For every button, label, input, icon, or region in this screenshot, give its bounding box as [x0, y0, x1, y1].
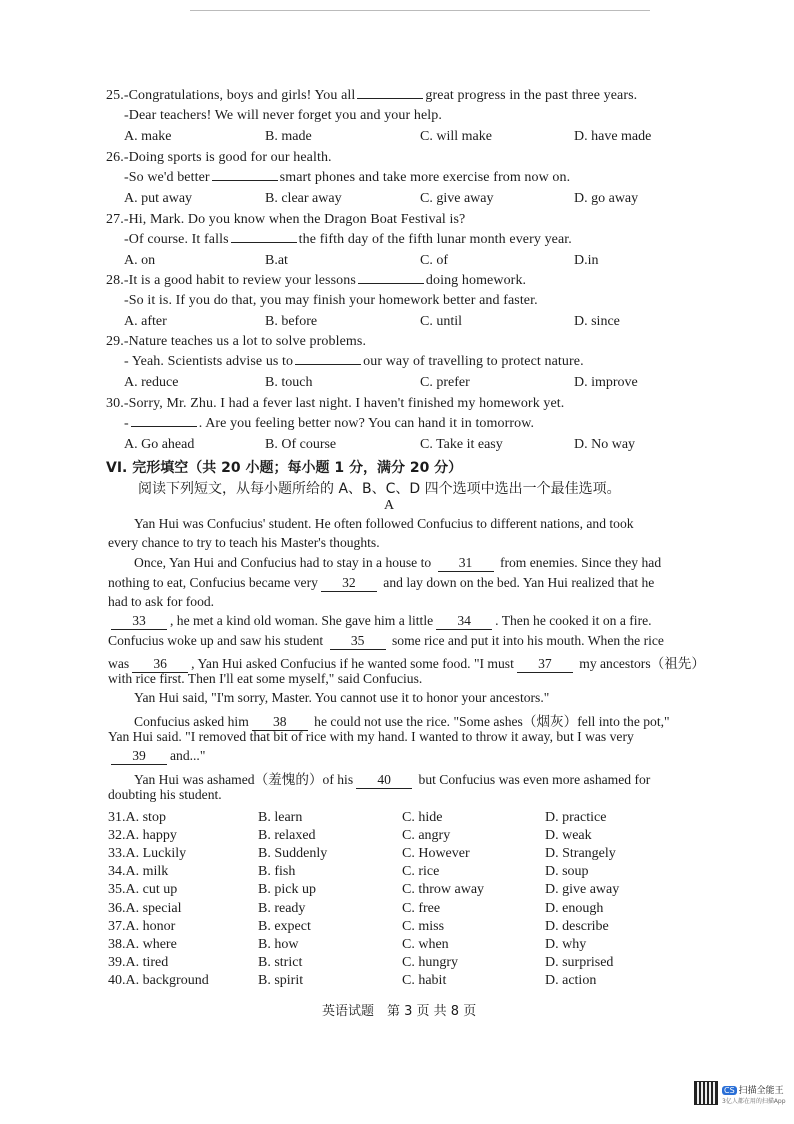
answer-option: A. make — [124, 129, 172, 144]
passage-text: . Then he cooked it on a fire. — [495, 613, 652, 628]
cloze-blank: 36 — [132, 656, 188, 673]
cloze-option: C. hide — [402, 810, 443, 825]
question-reply — [124, 170, 570, 186]
answer-option: D. have made — [574, 129, 652, 144]
reply-text: smart phones and take more exercise from now on. — [279, 170, 571, 185]
answer-option: B. clear away — [265, 191, 342, 206]
answer-option: C. will make — [420, 129, 492, 144]
cloze-option: B. Suddenly — [258, 846, 328, 862]
passage-line — [108, 748, 698, 765]
passage-text: my ancestors（祖先） — [575, 656, 705, 671]
cloze-option: D. practice — [545, 810, 607, 825]
cloze-option: C. habit — [402, 972, 447, 988]
passage-text: , Yan Hui asked Confucius if he wanted some food. "I must — [191, 656, 514, 671]
question-reply — [124, 416, 534, 432]
passage-text: with rice first. Then I'll eat some myself," said Confucius. — [108, 671, 423, 686]
passage-line — [108, 652, 705, 673]
cloze-blank: 38 — [252, 714, 308, 731]
cloze-option: C. angry — [402, 828, 451, 844]
answer-option: D. No way — [574, 437, 636, 452]
passage-text: Yan Hui said. "I removed that bit of rice with my hand. I wanted to throw it away, but I was very — [108, 729, 634, 744]
passage-line — [134, 516, 724, 532]
passage-line — [134, 710, 724, 731]
cloze-option: 32.A. happy — [108, 828, 177, 844]
cloze-option: 31.A. stop — [108, 810, 166, 825]
question-text: -Congratulations, boys and girls! You all — [123, 88, 356, 103]
answer-option: C. of — [420, 253, 448, 268]
answer-option: A. reduce — [124, 375, 179, 390]
reply-text: the fifth day of the fifth lunar month every year. — [298, 232, 572, 247]
scanner-badge: CS — [724, 1086, 735, 1095]
question-reply — [124, 232, 572, 248]
cloze-blank: 34 — [436, 613, 492, 630]
cloze-blank: 31 — [438, 555, 494, 572]
answer-option: C. give away — [420, 191, 494, 206]
reply-text: -Of course. It falls — [124, 232, 229, 247]
cloze-option: B. strict — [258, 954, 303, 970]
answer-option: D. improve — [574, 375, 638, 390]
passage-text: , he met a kind old woman. She gave him a little — [170, 613, 434, 628]
passage-line — [108, 787, 698, 803]
passage-line — [108, 633, 698, 650]
qr-code-icon — [694, 1081, 718, 1105]
passage-text: Confucius woke up and saw his student — [108, 633, 327, 648]
cloze-option: 35.A. cut up — [108, 882, 178, 898]
question-text: -Sorry, Mr. Zhu. I had a fever last night. I haven't finished my homework yet. — [123, 396, 565, 411]
passage-line — [108, 613, 698, 630]
cloze-option: 33.A. Luckily — [108, 846, 187, 862]
reply-text: - — [124, 416, 129, 431]
answer-option: B. Of course — [265, 437, 337, 452]
question-stem — [106, 88, 637, 104]
cloze-blank: 37 — [517, 656, 573, 673]
page-footer: 英语试题 第 3 页 共 8 页 — [322, 1004, 477, 1019]
cloze-option: D. weak — [545, 828, 592, 844]
answer-blank — [231, 242, 297, 243]
question-number: 27. — [106, 212, 124, 227]
passage-label: A — [384, 498, 395, 513]
question-reply — [124, 354, 584, 370]
reply-text: -So it is. If you do that, you may finish your homework better and faster. — [124, 293, 538, 308]
cloze-blank: 32 — [321, 575, 377, 592]
passage-text: Once, Yan Hui and Confucius had to stay in a house to — [134, 555, 435, 570]
answer-blank — [357, 98, 423, 99]
passage-text: and lay down on the bed. Yan Hui realized that he — [379, 575, 655, 590]
cloze-option: 36.A. special — [108, 900, 182, 916]
section-instruction: 阅读下列短文，从每小题所给的 A、B、C、D 四个选项中选出一个最佳选项。 — [138, 481, 621, 497]
question-stem — [106, 396, 564, 412]
passage-text: Confucius asked him — [134, 714, 249, 729]
passage-text: doubting his student. — [108, 787, 222, 802]
top-rule — [190, 0, 650, 11]
answer-option: C. prefer — [420, 375, 470, 390]
answer-option: D. since — [574, 314, 620, 329]
answer-option: C. until — [420, 314, 463, 329]
cloze-option: D. surprised — [545, 954, 614, 970]
passage-line — [108, 535, 698, 551]
cloze-option: D. soup — [545, 864, 589, 880]
question-stem — [106, 273, 526, 289]
passage-text: he could not use the rice. "Some ashes（烟灰）fell into the pot," — [310, 714, 670, 729]
answer-option: A. put away — [124, 191, 193, 206]
cloze-option: B. relaxed — [258, 828, 316, 844]
passage-line — [108, 729, 698, 745]
passage-line — [108, 594, 698, 610]
cloze-option: C. rice — [402, 864, 440, 880]
passage-text: Yan Hui was Confucius' student. He often followed Confucius to different nations, and took — [134, 516, 634, 531]
question-text: doing homework. — [425, 273, 527, 288]
answer-option: B.at — [265, 253, 288, 268]
reply-text: -So we'd better — [124, 170, 210, 185]
answer-blank — [358, 283, 424, 284]
question-number: 26. — [106, 150, 124, 165]
cloze-option: D. describe — [545, 918, 609, 934]
cloze-option: B. expect — [258, 918, 311, 934]
passage-line — [134, 690, 724, 706]
section-title: VI. 完形填空（共 20 小题；每小题 1 分，满分 20 分） — [106, 460, 463, 476]
answer-option: B. before — [265, 314, 318, 329]
cloze-blank: 39 — [111, 748, 167, 765]
answer-blank — [131, 426, 197, 427]
passage-line — [134, 555, 724, 572]
passage-text: some rice and put it into his mouth. When the rice — [388, 633, 664, 648]
reply-text: - Yeah. Scientists advise us to — [124, 354, 294, 369]
cloze-option: B. learn — [258, 810, 303, 825]
question-text: -It is a good habit to review your lessons — [123, 273, 356, 288]
reply-text: . Are you feeling better now? You can hand it in tomorrow. — [198, 416, 535, 431]
question-stem — [106, 150, 332, 166]
scanner-name: 扫描全能王 — [738, 1086, 784, 1096]
scanner-watermark — [722, 1083, 786, 1105]
answer-option: C. Take it easy — [420, 437, 503, 452]
question-text: -Hi, Mark. Do you know when the Dragon Boat Festival is? — [123, 212, 466, 227]
passage-text: nothing to eat, Confucius became very — [108, 575, 318, 590]
cloze-option: B. how — [258, 936, 299, 952]
answer-option: A. on — [124, 253, 156, 268]
answer-option: A. Go ahead — [124, 437, 195, 452]
question-reply — [124, 108, 442, 124]
cloze-option: B. pick up — [258, 882, 316, 898]
cloze-option: C. free — [402, 900, 441, 916]
passage-line — [108, 575, 698, 592]
reply-text: our way of travelling to protect nature. — [363, 354, 584, 369]
answer-option: D.in — [574, 253, 599, 268]
question-text: great progress in the past three years. — [425, 88, 638, 103]
passage-text: Yan Hui was ashamed（羞愧的）of his — [134, 772, 354, 787]
cloze-option: C. throw away — [402, 882, 485, 898]
answer-blank — [295, 364, 361, 365]
cloze-option: B. spirit — [258, 972, 304, 988]
cloze-option: D. Strangely — [545, 846, 616, 862]
passage-text: every chance to try to teach his Master's thoughts. — [108, 535, 380, 550]
question-number: 30. — [106, 396, 124, 411]
answer-option: B. made — [265, 129, 312, 144]
question-text: -Nature teaches us a lot to solve problems. — [123, 334, 367, 349]
cloze-option: 34.A. milk — [108, 864, 169, 880]
question-text: -Doing sports is good for our health. — [123, 150, 332, 165]
cloze-blank: 40 — [356, 772, 412, 789]
cloze-option: 40.A. background — [108, 972, 209, 988]
cloze-option: C. hungry — [402, 954, 458, 970]
reply-text: -Dear teachers! We will never forget you and your help. — [124, 108, 442, 123]
question-stem — [106, 212, 465, 228]
question-number: 28. — [106, 273, 124, 288]
cloze-option: D. action — [545, 972, 597, 988]
question-number: 25. — [106, 88, 124, 103]
cloze-option: D. give away — [545, 882, 620, 898]
answer-blank — [212, 180, 278, 181]
cloze-option: 38.A. where — [108, 936, 177, 952]
cloze-option: 39.A. tired — [108, 954, 169, 970]
cloze-blank: 33 — [111, 613, 167, 630]
scanner-subtitle: 3亿人都在用的扫描App — [722, 1098, 786, 1105]
passage-line — [134, 768, 724, 789]
passage-text: and..." — [170, 748, 206, 763]
cloze-option: C. when — [402, 936, 449, 952]
cloze-option: 37.A. honor — [108, 918, 176, 934]
cloze-blank: 35 — [330, 633, 386, 650]
cloze-option: B. ready — [258, 900, 306, 916]
passage-text: from enemies. Since they had — [496, 555, 662, 570]
cloze-option: D. enough — [545, 900, 604, 916]
question-stem — [106, 334, 366, 350]
question-number: 29. — [106, 334, 124, 349]
cloze-option: B. fish — [258, 864, 296, 880]
passage-text: Yan Hui said, "I'm sorry, Master. You cannot use it to honor your ancestors." — [134, 690, 550, 705]
cloze-option: D. why — [545, 936, 587, 952]
cloze-option: C. However — [402, 846, 470, 862]
answer-option: B. touch — [265, 375, 313, 390]
question-reply — [124, 293, 538, 309]
passage-text: but Confucius was even more ashamed for — [415, 772, 651, 787]
passage-text: had to ask for food. — [108, 594, 215, 609]
passage-text: was — [108, 656, 130, 671]
passage-line — [108, 671, 698, 687]
cloze-option: C. miss — [402, 918, 445, 934]
answer-option: D. go away — [574, 191, 639, 206]
answer-option: A. after — [124, 314, 167, 329]
